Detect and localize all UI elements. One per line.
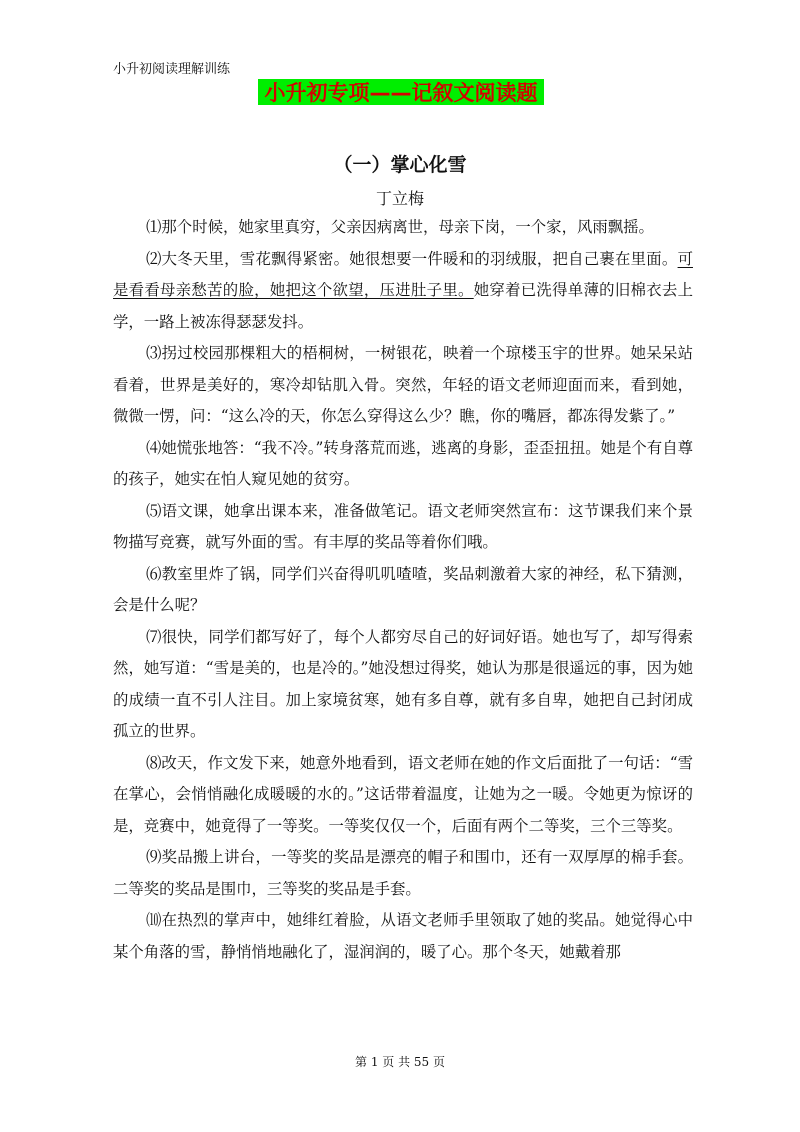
paragraph-marker: ⑵: [146, 249, 162, 268]
paragraph-text: 那个时候，她家里真穷，父亲因病离世，母亲下岗，一个家，风雨飘摇。: [161, 218, 654, 236]
paragraph-text: 语文课，她拿出课本来，准备做笔记。语文老师突然宣布：这节课我们来个景物描写竞赛，就写外面的雪。有丰厚的奖品等着你们哦。: [113, 501, 693, 551]
paragraph-4: [113, 433, 693, 496]
paragraph-marker: ⑶: [146, 344, 162, 362]
paragraph-text: 在热烈的掌声中，她绯红着脸，从语文老师手里领取了她的奖品。她觉得心中某个角落的雪，静悄悄地融化了，湿润润的，暖了心。那个冬天，她戴着那: [113, 911, 693, 961]
paragraph-text: 很快，同学们都写好了，每个人都穷尽自己的好词好语。她也写了，却写得索然，她写道：“雪是美的，也是冷的。”她没想过得奖，她认为那是很遥远的事，因为她的成绩一直不引人注目。加上家境贫寒，她有多自尊，就有多自卑，她把自己封闭成孤立的世界。: [113, 627, 693, 740]
paragraph-6: [113, 559, 693, 622]
paragraph-marker: ⑺: [146, 627, 162, 646]
paragraph-text: 教室里炸了锅，同学们兴奋得叽叽喳喳，奖品刺激着大家的神经，私下猜测，会是什么呢？: [113, 564, 693, 614]
paragraph-8: [113, 748, 693, 843]
story-title: （一）掌心化雪: [333, 154, 467, 176]
paragraph-marker: ⑼: [146, 848, 162, 866]
paragraph-text: 奖品搬上讲台，一等奖的奖品是漂亮的帽子和围巾，还有一双厚厚的棉手套。二等奖的奖品是围巾，三等奖的奖品是手套。: [113, 848, 693, 898]
story-author: 丁立梅: [375, 189, 424, 208]
paragraph-10: [113, 905, 693, 968]
underlined-sentence: 可是看看母亲愁苦的脸，她把这个欲望，压进肚子里。: [113, 249, 693, 299]
page-number-footer: 第 1 页 共 55 页: [355, 1055, 445, 1069]
paragraph-text: 拐过校园那棵粗大的梧桐树，一树银花，映着一个琼楼玉宇的世界。她呆呆站看着，世界是美好的，寒冷却钻肌入骨。突然，年轻的语文老师迎面而来，看到她，微微一愣，问：“这么冷的天，你怎么穿得这么少？瞧，你的嘴唇，都冻得发紫了。”: [113, 344, 693, 425]
paragraph-text: 她慌张地答：“我不冷。”转身落荒而逃，逃离的身影，歪歪扭扭。她是个有自尊的孩子，她实在怕人窥见她的贫穷。: [113, 438, 693, 488]
paragraph-text: 改天，作文发下来，她意外地看到，语文老师在她的作文后面批了一句话：“雪在掌心，会悄悄融化成暖暖的水的。”这话带着温度，让她为之一暖。令她更为惊讶的是，竞赛中，她竟得了一等奖。一等奖仅仅一个，后面有两个二等奖，三个三等奖。: [113, 753, 693, 835]
paragraph-2: [113, 244, 693, 339]
paragraph-marker: ⑹: [146, 564, 162, 583]
paragraph-marker: ⑷: [146, 438, 162, 457]
paragraph-marker: ⑻: [146, 753, 162, 772]
paragraph-9: [113, 842, 693, 905]
section-banner-title: 小升初专项——记叙文阅读题: [264, 81, 538, 105]
paragraph-5: [113, 496, 693, 559]
paragraph-text: 大冬天里，雪花飘得紧密。她很想要一件暖和的羽绒服，把自己裹在里面。: [161, 249, 678, 268]
paragraph-marker: ⑸: [146, 501, 162, 520]
story-body: [113, 212, 693, 968]
paragraph-7: [113, 622, 693, 748]
document-header-label: 小升初阅读理解训练: [113, 62, 231, 77]
paragraph-marker: ⑴: [146, 218, 162, 236]
section-banner: [258, 79, 544, 105]
paragraph-3: [113, 338, 693, 433]
paragraph-1: [113, 212, 693, 244]
paragraph-text: 她穿着已洗得单薄的旧棉衣去上学，一路上被冻得瑟瑟发抖。: [113, 281, 693, 331]
paragraph-marker: ⑽: [146, 911, 162, 929]
